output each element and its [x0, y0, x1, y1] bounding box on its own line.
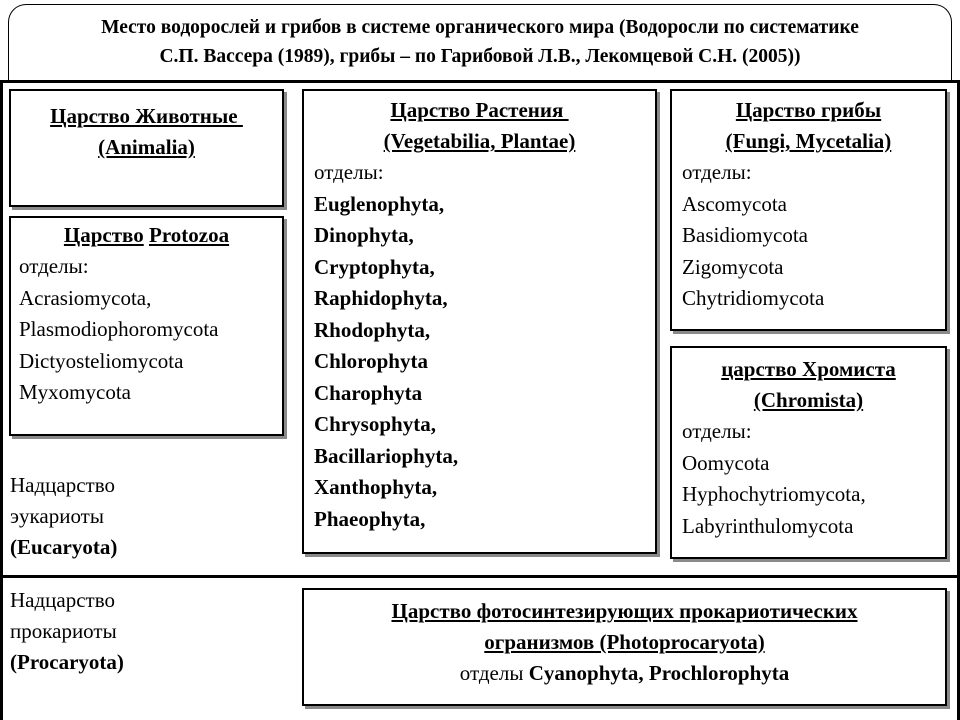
division-item: Cryptophyta, — [314, 254, 435, 279]
division-item: Euglenophyta, — [314, 191, 445, 216]
kingdom-animalia-title — [11, 101, 282, 163]
kingdom-photoprocaryota-title-line-1: Царство фотосинтезирующих прокариотических — [391, 599, 858, 623]
division-item: Basidiomycota — [682, 223, 808, 247]
kingdom-protozoa-title — [19, 220, 282, 251]
kingdom-fungi-title-line-2: (Fungi, Mycetalia) — [725, 129, 892, 153]
division-item: Myxomycota — [19, 380, 131, 404]
division-item: Phaeophyta, — [314, 506, 426, 531]
kingdom-photoprocaryota-divisions-prefix: отделы — [459, 661, 529, 685]
division-item: Xanthophyta, — [314, 475, 438, 499]
kingdom-photoprocaryota-box — [302, 588, 947, 706]
division-item: Charophyta — [314, 380, 423, 405]
division-item: Bacillariophyta, — [314, 443, 459, 468]
diagram-title-box — [8, 4, 952, 84]
kingdom-animalia-title-line-1: Царство Животные — [50, 104, 243, 128]
superkingdom-procaryota-line-3: (Procaryota) — [10, 650, 124, 674]
division-item: Acrasiomycota, — [19, 285, 152, 310]
division-item: Chlorophyta — [314, 349, 428, 373]
superkingdom-eucaryota-line-1: Надцарство — [10, 473, 115, 497]
kingdom-fungi-divisions-label: отделы: — [682, 160, 752, 184]
kingdom-plantae-divisions-label: отделы: — [314, 160, 384, 184]
kingdom-photoprocaryota-title — [304, 596, 945, 658]
superkingdom-procaryota-line-1: Надцарство — [10, 588, 115, 612]
kingdom-plantae-title-line-1: Царство Растения — [390, 98, 569, 122]
kingdom-protozoa-box — [9, 216, 284, 436]
diagram-title-line-2: С.П. Вассера (1989), грибы – по Гарибовой Л.В., Лекомцевой С.Н. (2005)) — [159, 46, 801, 67]
kingdom-plantae-title-line-2: (Vegetabilia, Plantae) — [383, 129, 576, 153]
division-item: Dinophyta, — [314, 223, 414, 247]
kingdom-animalia-box — [9, 89, 284, 207]
kingdom-photoprocaryota-divisions — [304, 658, 945, 690]
kingdom-photoprocaryota-divisions-list: Cyanophyta, Prochlorophyta — [528, 661, 790, 685]
division-item: Labyrinthulomycota — [682, 513, 854, 538]
kingdom-plantae-title — [314, 95, 655, 157]
division-item: Zigomycota — [682, 254, 784, 279]
diagram-title-line-1: Место водорослей и грибов в системе органического мира (Водоросли по систематике — [101, 17, 859, 38]
kingdom-photoprocaryota-title-line-2: огранизмов (Photoprocaryota) — [484, 630, 765, 654]
division-item: Chrysophyta, — [314, 412, 436, 436]
division-item: Dictyosteliomycota — [19, 348, 184, 373]
kingdom-protozoa-title-word: Царство — [63, 223, 144, 247]
superkingdom-procaryota-label — [10, 585, 124, 678]
division-item: Plasmodiophoromycota — [19, 317, 219, 341]
kingdom-chromista-title — [682, 354, 945, 416]
superkingdom-eucaryota-line-2: эукариоты — [10, 504, 104, 528]
division-item: Ascomycota — [682, 191, 787, 216]
kingdom-chromista-title-line-2: (Chromista) — [753, 388, 864, 412]
kingdom-protozoa-divisions-label: отделы: — [19, 254, 89, 278]
kingdom-plantae-box — [302, 89, 657, 554]
division-item: Raphidophyta, — [314, 286, 448, 310]
division-item: Chytridiomycota — [682, 286, 825, 310]
kingdom-chromista-title-line-1: царство Хромиста — [721, 357, 896, 381]
kingdom-chromista-box — [670, 346, 947, 559]
superkingdom-procaryota-line-2: прокариоты — [10, 619, 117, 643]
kingdom-protozoa-title-name: Protozoa — [149, 223, 230, 247]
division-item: Hyphochytriomycota, — [682, 482, 866, 506]
superkingdom-eucaryota-line-3: (Eucaryota) — [10, 535, 118, 559]
division-item: Rhodophyta, — [314, 317, 431, 342]
superkingdom-eucaryota-label — [10, 470, 117, 563]
diagram-title — [9, 13, 951, 71]
division-item: Oomycota — [682, 450, 770, 475]
kingdom-chromista-divisions-label: отделы: — [682, 419, 752, 443]
kingdom-animalia-title-line-2: (Animalia) — [98, 135, 195, 159]
kingdom-fungi-box — [670, 89, 947, 331]
kingdom-fungi-title-line-1: Царство грибы — [735, 98, 882, 122]
kingdom-fungi-title — [682, 95, 945, 157]
